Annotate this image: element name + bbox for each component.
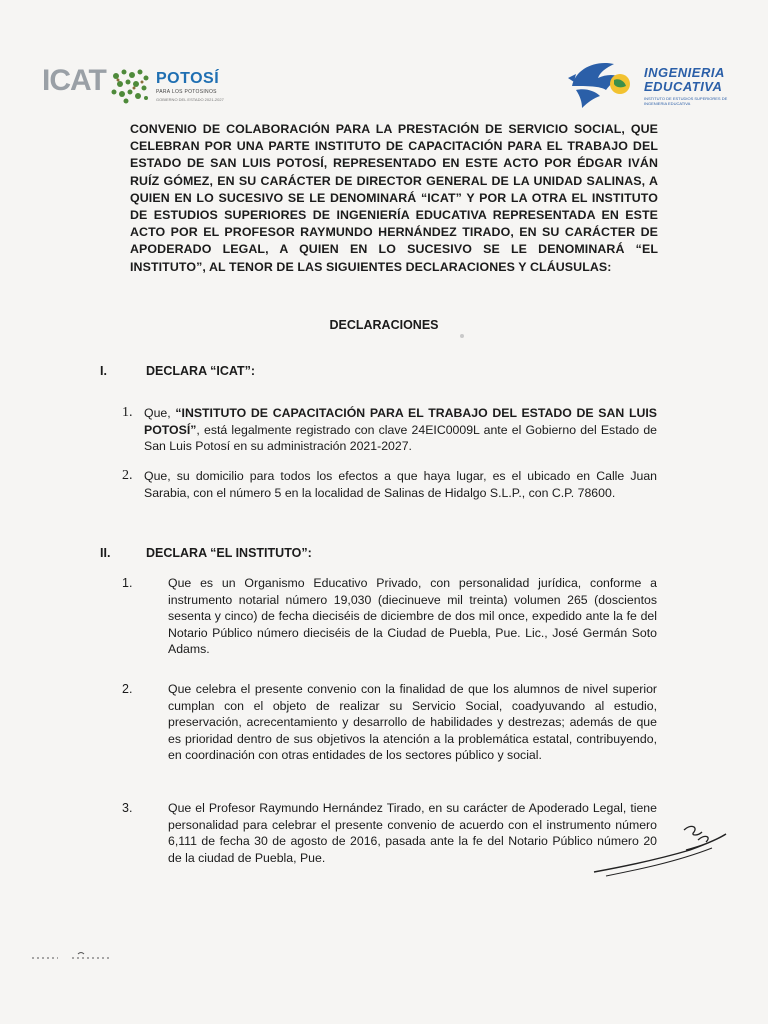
item-text: Que, su domicilio para todos los efectos a que haya lugar, es el ubicado en Calle Juan Sarabia, con el número 5 en la localidad de Salinas de Hidalgo S.L.P., con C.P. 78600.: [144, 469, 657, 500]
item-number: 2.: [122, 468, 133, 483]
scan-speck: [460, 334, 464, 338]
item-text-pre: Que,: [144, 406, 176, 420]
potosi-logo-name: POTOSÍ: [156, 70, 220, 87]
potosi-logo: [156, 70, 266, 102]
section-2-heading: [100, 546, 312, 560]
item-number: 2.: [122, 682, 133, 696]
ingenieria-educativa-logo: [644, 66, 740, 106]
document-title: CONVENIO DE COLABORACIÓN PARA LA PRESTACIÓN DE SERVICIO SOCIAL, QUE CELEBRAN POR UNA PARTE INSTITUTO DE CAPACITACIÓN PARA EL TRABAJO DEL ESTADO DE SAN LUIS POTOSÍ, REPRESENTADO EN ESTE ACTO POR ÉDGAR IVÁN RUÍZ GÓMEZ, EN SU CARÁCTER DE DIRECTOR GENERAL DE LA UNIDAD SALINAS, A QUIEN EN LO SUCESIVO SE LE DENOMINARÁ “ICAT” Y POR LA OTRA EL INSTITUTO DE ESTUDIOS SUPERIORES DE INGENIERÍA EDUCATIVA REPRESENTADA EN ESTE ACTO POR EL PROFESOR RAYMUNDO HERNÁNDEZ TIRADO, EN SU CARÁCTER DE APODERADO LEGAL, A QUIEN EN LO SUCESIVO SE LE DENOMINARÁ “EL INSTITUTO”, AL TENOR DE LAS SIGUIENTES DECLARACIONES Y CLÁUSULAS:: [130, 122, 658, 274]
section-1-heading: [100, 364, 255, 378]
section-2-item-3: [122, 800, 657, 866]
potosi-logo-tagline: PARA LOS POTOSINOS: [156, 89, 217, 95]
ie-logo-line1: INGENIERIA: [644, 65, 725, 80]
item-number: 1.: [122, 405, 133, 420]
icat-logo: [38, 60, 106, 104]
scan-mark: [28, 946, 128, 966]
item-text: Que es un Organismo Educativo Privado, con personalidad jurídica, conforme a instrumento notarial número 19,030 (diecinueve mil treinta) volumen 265 (doscientos sesenta y cinco) de fecha dieciséis de diciembre de dos mil once, expedido ante la fe del Notario Público número dieciséis de la Ciudad de Puebla, Pue. Lic., José Germán Soto Adams.: [168, 576, 657, 657]
item-text-post: , está legalmente registrado con clave 24EIC0009L ante el Gobierno del Estado de San Luis Potosí en su administración 2021-2027.: [144, 422, 657, 454]
section-1-number: I.: [100, 364, 107, 378]
icat-logo-text: ICAT: [42, 64, 106, 97]
potosi-logo-subline: GOBIERNO DEL ESTADO 2021-2027: [156, 97, 224, 102]
section-1-item-2: [122, 468, 657, 501]
item-text: Que celebra el presente convenio con la finalidad de que los alumnos de nivel superior cumplan con el objeto de realizar su Servicio Social, coadyuvando al estudio, preservación, acrecentamiento y desarrollo de habilidades y destrezas; además de que es prioridad dentro de sus objetivos la atención a la problemática estatal, contribuyendo, en coordinación con otras entidades de los sectores público y social.: [168, 682, 657, 763]
item-text-bold: “INSTITUTO DE CAPACITACIÓN PARA EL TRABAJO DEL ESTADO DE SAN LUIS POTOSÍ”: [144, 406, 657, 437]
ingenieria-educativa-logo-icon: [566, 56, 638, 112]
ie-logo-line2: EDUCATIVA: [644, 79, 723, 94]
section-2-title: DECLARA “EL INSTITUTO”:: [146, 546, 312, 560]
section-2-item-2: [122, 681, 657, 764]
item-number: 3.: [122, 801, 133, 815]
item-text: Que el Profesor Raymundo Hernández Tirado, en su carácter de Apoderado Legal, tiene personalidad para celebrar el presente convenio de acuerdo con el instrumento número 6,111 de fecha 30 de agosto de 2016, pasada ante la fe del Notario Público número 20 de la ciudad de Puebla, Pue.: [168, 801, 657, 865]
section-1-item-1: [122, 405, 657, 455]
declaraciones-heading: DECLARACIONES: [329, 318, 439, 332]
ie-logo-subline: INSTITUTO DE ESTUDIOS SUPERIORES DE INGENIERIA EDUCATIVA: [644, 96, 728, 106]
handwritten-signature: [586, 810, 736, 882]
section-2-item-1: [122, 575, 657, 658]
section-2-number: II.: [100, 546, 111, 560]
potosi-logo-icon: [108, 66, 152, 106]
item-number: 1.: [122, 576, 133, 590]
section-1-title: DECLARA “ICAT”:: [146, 364, 256, 378]
